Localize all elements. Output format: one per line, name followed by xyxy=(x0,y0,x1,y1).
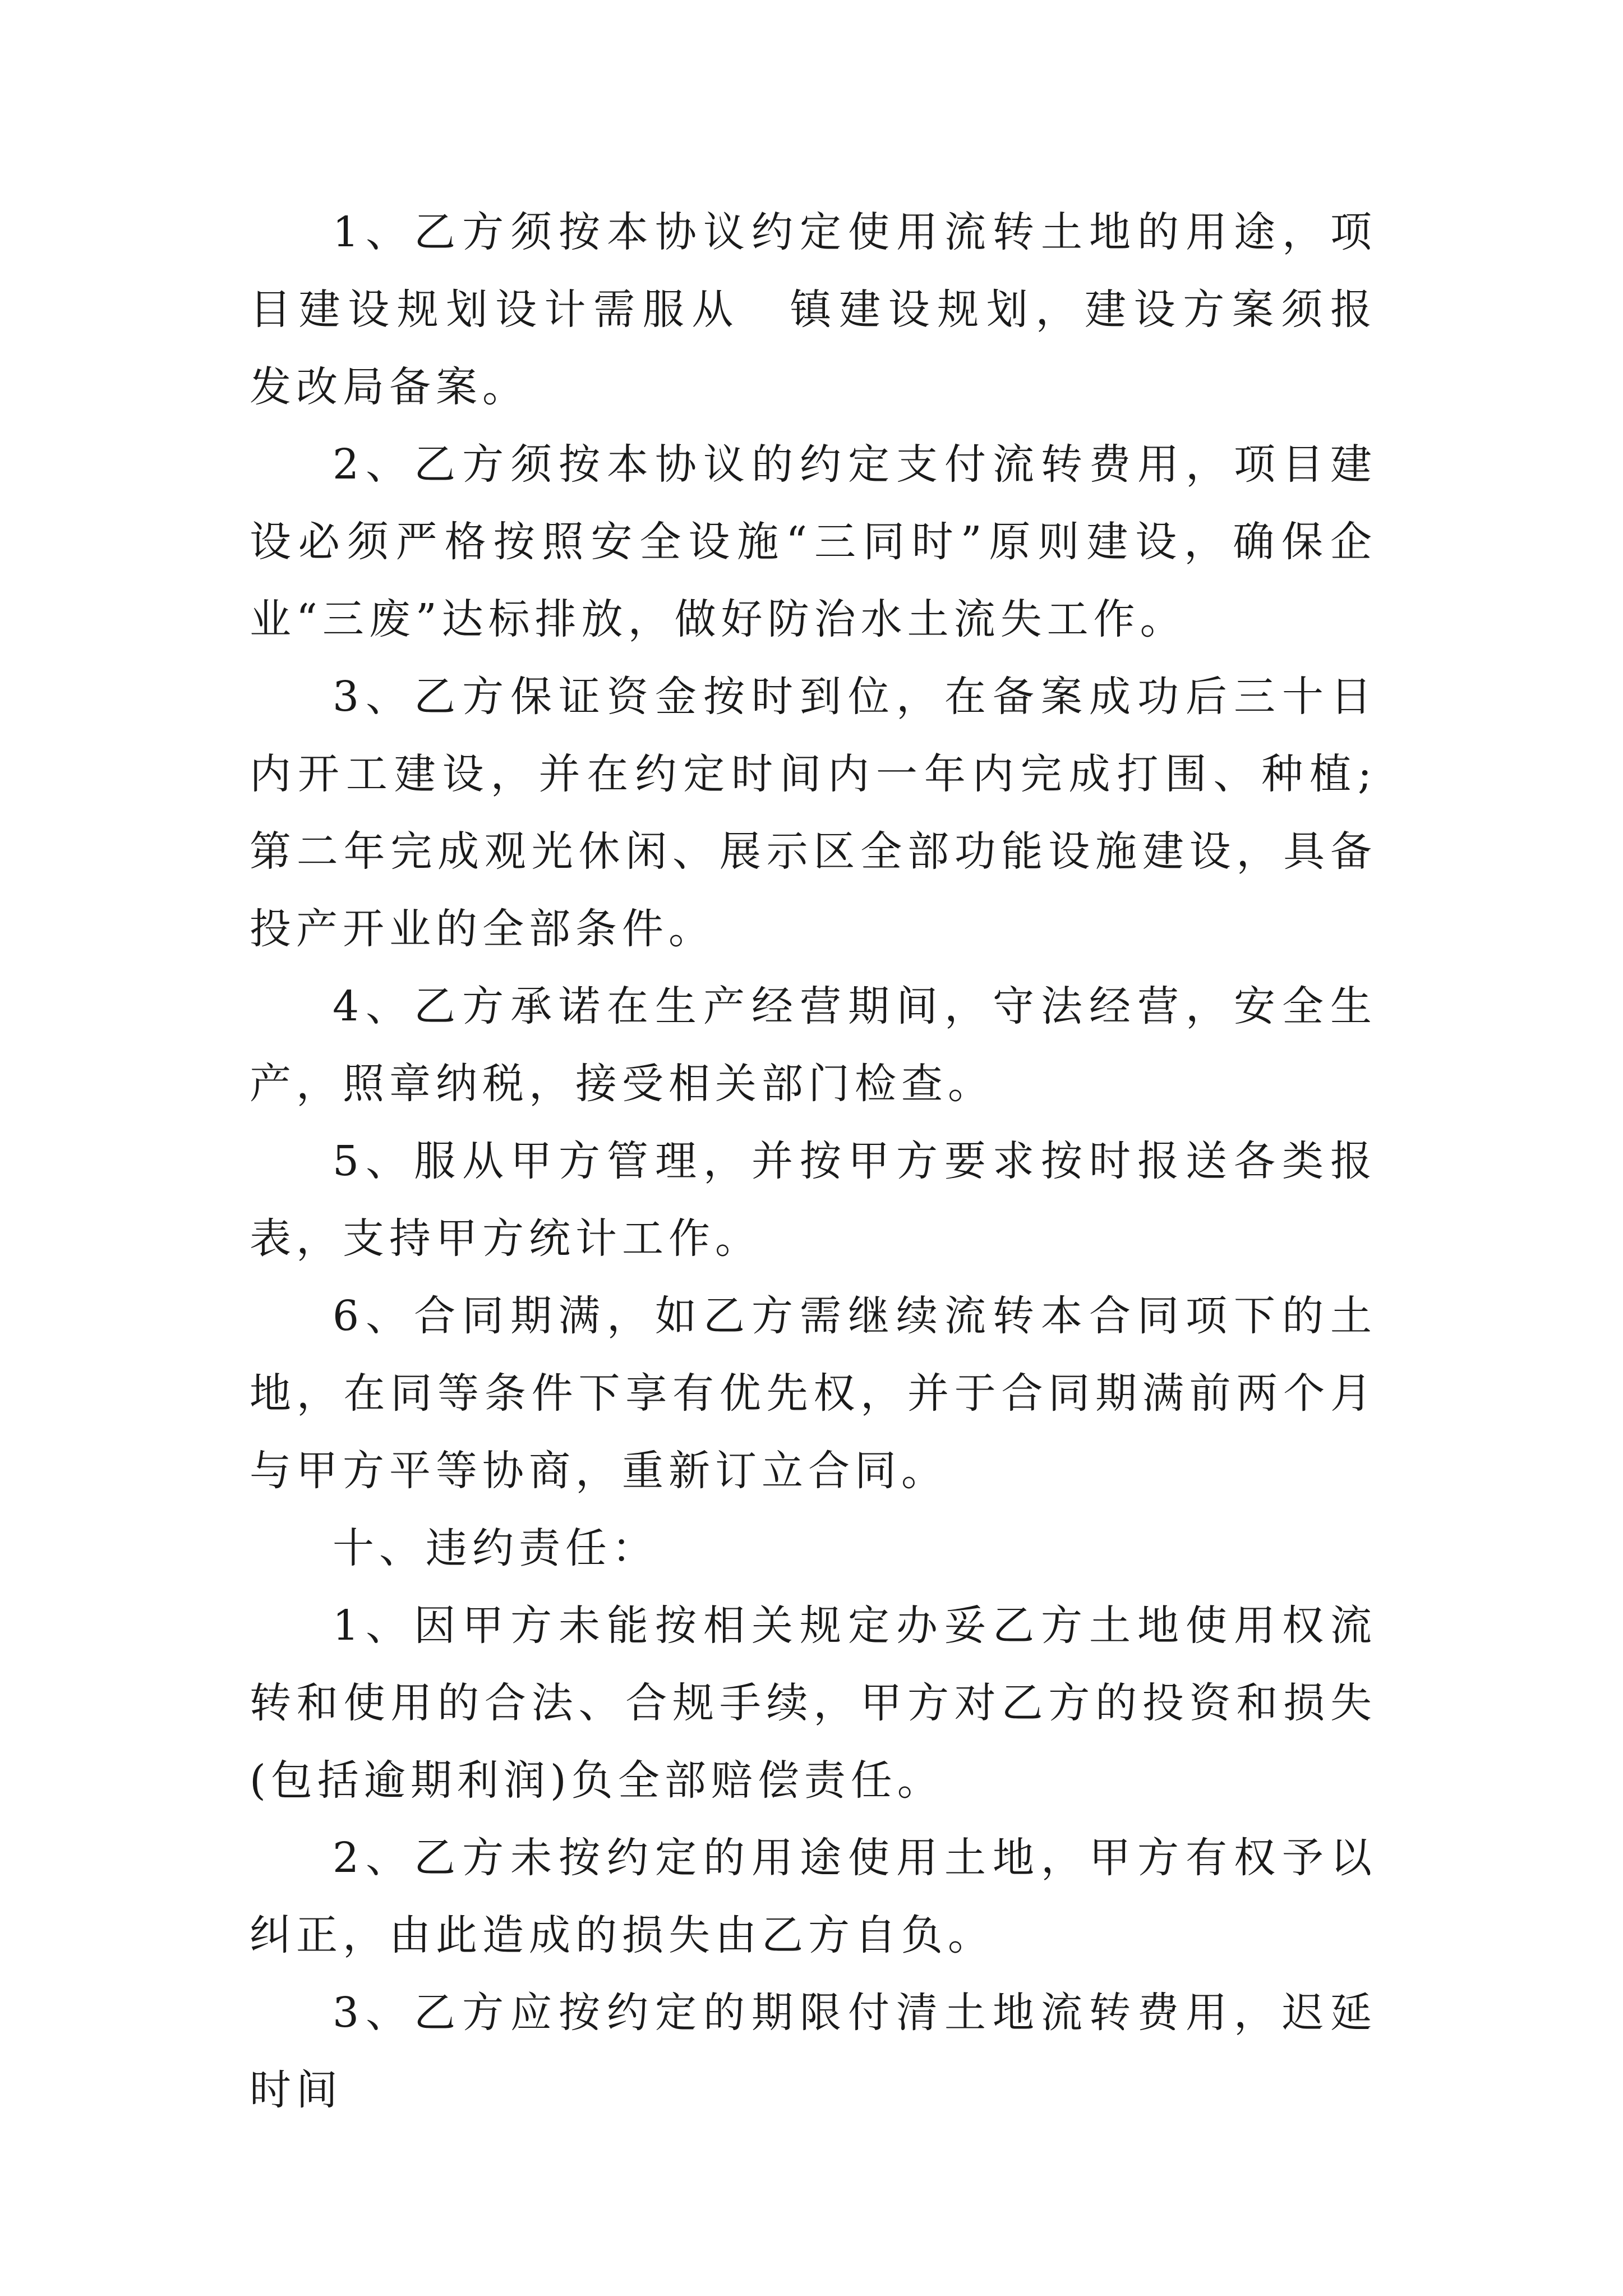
paragraph-obligation-3: 3、乙方保证资金按时到位，在备案成功后三十日内开工建设，并在约定时间内一年内完成打围、种植;第二年完成观光休闲、展示区全部功能设施建设，具备投产开业的全部条件。 xyxy=(250,673,1377,953)
document-body xyxy=(250,194,1423,2129)
paragraph-breach-2: 2、乙方未按约定的用途使用土地，甲方有权予以纠正，由此造成的损失由乙方自负。 xyxy=(250,1834,1377,1959)
paragraph-obligation-1: 1、乙方须按本协议约定使用流转土地的用途，项目建设规划设计需服从 镇建设规划，建设方案须报 发改局备案。 xyxy=(250,208,1423,411)
paragraph-obligation-2: 2、乙方须按本协议的约定支付流转费用，项目建设必须严格按照安全设施“三同时”原则建设，确保企业“三废”达标排放，做好防治水土流失工作。 xyxy=(250,440,1377,643)
paragraph-obligation-4: 4、乙方承诺在生产经营期间，守法经营，安全生产，照章纳税，接受相关部门检查。 xyxy=(250,982,1377,1108)
section-heading-breach-liability: 十、违约责任： xyxy=(333,1524,658,1572)
paragraph-obligation-5: 5、服从甲方管理，并按甲方要求按时报送各类报表，支持甲方统计工作。 xyxy=(250,1137,1377,1263)
paragraph-obligation-6: 6、合同期满，如乙方需继续流转本合同项下的土地，在同等条件下享有优先权，并于合同期满前两个月与甲方平等协商，重新订立合同。 xyxy=(250,1292,1377,1495)
paragraph-breach-1: 1、因甲方未能按相关规定办妥乙方土地使用权流转和使用的合法、合规手续，甲方对乙方的投资和损失(包括逾期利润)负全部赔偿责任。 xyxy=(250,1602,1377,1805)
paragraph-breach-3: 3、乙方应按约定的期限付清土地流转费用，迟延时间 xyxy=(250,1989,1377,2114)
